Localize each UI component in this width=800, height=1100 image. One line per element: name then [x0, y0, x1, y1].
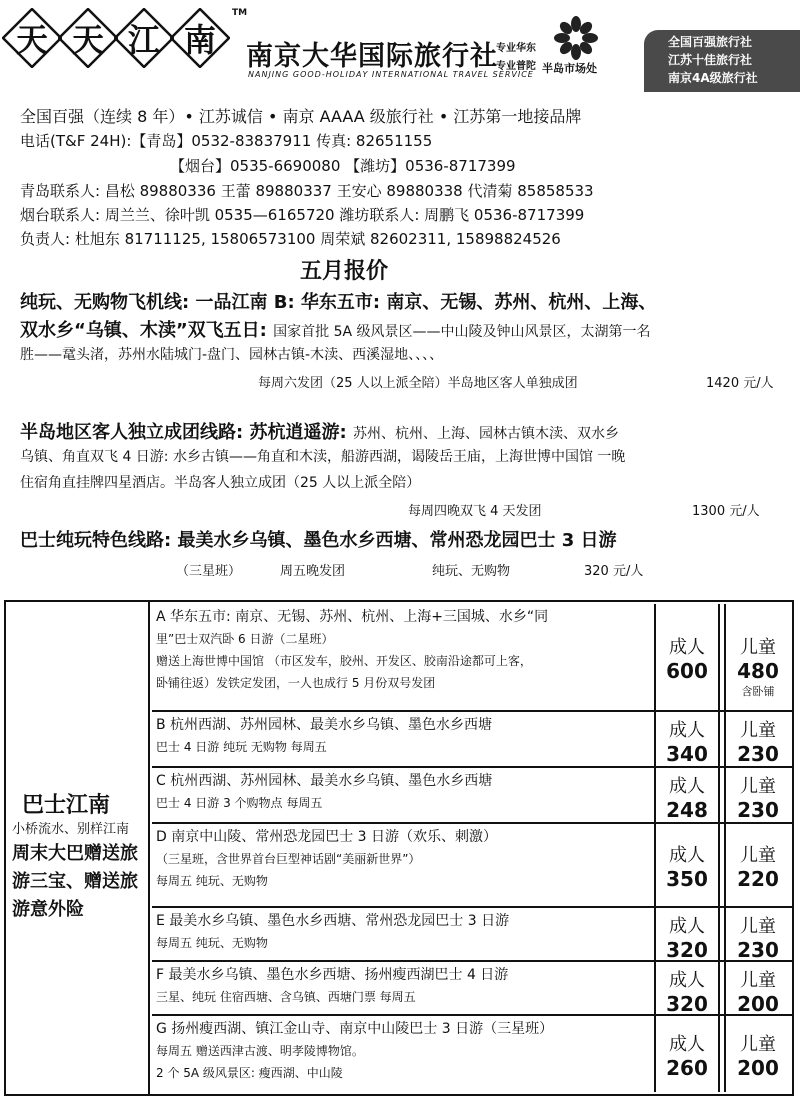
price-label: 成人	[669, 637, 705, 658]
route-line: A 华东五市: 南京、无锡、苏州、杭州、上海+三国城、水乡“同	[156, 609, 549, 625]
price-value: 320	[666, 938, 708, 962]
route-description	[156, 910, 652, 954]
logo	[2, 4, 234, 88]
price-value: 200	[737, 992, 779, 1016]
price-label: 成人	[669, 916, 705, 937]
table-row	[152, 712, 792, 768]
route-desc: 苏州、杭州、上海、园林古镇木渎、双水乡	[352, 426, 619, 442]
logo-char: 南	[176, 14, 224, 62]
table-row	[152, 908, 792, 962]
section-flight-route-2	[20, 316, 651, 342]
price-value: 340	[666, 742, 708, 766]
price-label: 儿童	[740, 776, 776, 797]
price: 320 元/人	[584, 564, 644, 579]
table-row	[152, 824, 792, 908]
route-line: 巴士 4 日游 3 个购物点 每周五	[156, 796, 323, 810]
route-line: B 杭州西湖、苏州园林、最美水乡乌镇、墨色水乡西塘	[156, 717, 493, 733]
agency-name-en: NANJING GOOD-HOLIDAY INTERNATIONAL TRAVEL SERVICE	[248, 70, 534, 79]
phone-line: 【烟台】0535-6690080 【潍坊】0536-8717399	[170, 157, 516, 175]
price-label: 儿童	[740, 970, 776, 991]
adult-price	[654, 824, 720, 906]
route-line: 三星、纯玩 住宿西塘、含乌镇、西塘门票 每周五	[156, 990, 416, 1004]
managers: 负责人: 杜旭东 81711125, 15806573100 周荣斌 82602311, 15898824526	[20, 230, 561, 248]
price-value: 260	[666, 1056, 708, 1080]
route-line: C 杭州西湖、苏州园林、最美水乡乌镇、墨色水乡西塘	[156, 773, 493, 789]
route-line: 每周五 纯玩、无购物	[156, 874, 268, 888]
bus-subtitle: 小桥流水、别样江南	[12, 822, 130, 837]
price: 1300 元/人	[692, 504, 760, 519]
route-line: D 南京中山陵、常州恐龙园巴士 3 日游（欢乐、刺激）	[156, 829, 498, 845]
route-desc: 乌镇、角直双飞 4 日游: 水乡古镇——角直和木渎，船游西湖，谒陵岳王庙，上海世博中国馆 一晚	[20, 449, 626, 465]
price-value: 200	[737, 1056, 779, 1080]
contacts-qingdao: 青岛联系人: 昌松 89880336 王蕾 89880337 王安心 89880338 代清菊 85858533	[20, 182, 594, 200]
trademark: TM	[232, 8, 248, 18]
price-label: 儿童	[740, 916, 776, 937]
tagline: 全国百强（连续 8 年）• 江苏诚信 • 南京 AAAA 级旅行社 • 江苏第一地接品牌	[20, 107, 582, 126]
section-flight-route: 纯玩、无购物飞机线: 一品江南 B: 华东五市: 南京、无锡、苏州、杭州、上海、	[20, 292, 657, 313]
branch-name: 半岛市场处	[542, 62, 597, 75]
adult-price	[654, 908, 720, 960]
route-name: 半岛地区客人独立成团线路: 苏杭逍遥游:	[20, 422, 347, 443]
specialty	[496, 40, 536, 76]
route-description	[156, 1018, 652, 1084]
route-line: 每周五 纯玩、无购物	[156, 936, 268, 950]
price-label: 儿童	[740, 845, 776, 866]
specialty-2: 专业普陀	[496, 61, 536, 72]
table-row	[152, 604, 792, 712]
adult-price	[654, 604, 720, 710]
phone-line: 电话(T&F 24H):【青岛】0532-83837911 传真: 82651155	[20, 132, 433, 150]
price-value: 320	[666, 992, 708, 1016]
route-name: 双水乡“乌镇、木渎”双飞五日:	[20, 320, 267, 341]
badge: 全国百强旅行社	[668, 35, 753, 49]
adult-price	[654, 712, 720, 766]
table-row	[152, 1016, 792, 1094]
price-note: 含卧铺	[741, 685, 775, 698]
route-description	[156, 606, 652, 694]
price-label: 成人	[669, 720, 705, 741]
route-description	[156, 964, 652, 1008]
bus-promo: 周末大巴赠送旅游三宝、赠送旅游意外险	[12, 843, 138, 920]
logo-char: 天	[64, 14, 112, 62]
honor-badges	[644, 30, 800, 92]
price-value: 230	[737, 742, 779, 766]
badge: 南京4A级旅行社	[668, 71, 758, 85]
table-row	[152, 768, 792, 824]
route-type: 纯玩、无购物	[432, 564, 511, 579]
price-value: 600	[666, 659, 708, 683]
route-line: 每周五 赠送西津古渡、明孝陵博物馆。	[156, 1044, 364, 1058]
logo-char: 江	[120, 14, 168, 62]
price-value: 480	[737, 659, 779, 683]
price-label: 儿童	[740, 720, 776, 741]
price-label: 儿童	[740, 1034, 776, 1055]
price-value: 248	[666, 798, 708, 822]
logo-char: 天	[8, 14, 56, 62]
child-price	[724, 908, 790, 960]
adult-price	[654, 1016, 720, 1092]
adult-price	[654, 962, 720, 1014]
flower-logo-icon	[554, 16, 598, 60]
badge: 江苏十佳旅行社	[668, 53, 753, 67]
route-line: （三星班，含世界首台巨型神话剧“美丽新世界”）	[156, 852, 421, 866]
route-desc: 国家首批 5A 级风景区——中山陵及钟山风景区，太湖第一名	[273, 324, 651, 340]
route-description	[156, 826, 652, 892]
specialty-1: 专业华东	[496, 43, 536, 54]
route-line: 里”巴士双汽卧 6 日游（二星班）	[156, 632, 334, 646]
table-row	[152, 962, 792, 1016]
route-description	[156, 714, 652, 758]
price-label: 儿童	[740, 637, 776, 658]
price-label: 成人	[669, 970, 705, 991]
page-title: 五月报价	[300, 259, 389, 284]
price-value: 350	[666, 867, 708, 891]
route-line: 卧铺往返）发铁定发团，一人也成行 5 月份双号发团	[156, 676, 436, 690]
child-price	[724, 962, 790, 1014]
section-bus-route: 巴士纯玩特色线路: 最美水乡乌镇、墨色水乡西塘、常州恐龙园巴士 3 日游	[20, 530, 617, 551]
adult-price	[654, 768, 720, 822]
route-line: 赠送上海世博中国馆 （市区发车，胶州、开发区、胶南沿途都可上客，	[156, 654, 532, 668]
route-line: 巴士 4 日游 纯玩 无购物 每周五	[156, 740, 327, 754]
route-line: 2 个 5A 级风景区: 瘦西湖、中山陵	[156, 1066, 343, 1080]
bus-level: （三星班）	[176, 564, 242, 579]
child-price	[724, 824, 790, 906]
child-price	[724, 712, 790, 766]
price-value: 230	[737, 798, 779, 822]
route-line: G 扬州瘦西湖、镇江金山寺、南京中山陵巴士 3 日游（三星班）	[156, 1021, 554, 1037]
price: 1420 元/人	[706, 376, 774, 391]
route-desc: 住宿角直挂牌四星酒店。半岛客人独立成团（25 人以上派全陪）	[20, 475, 421, 491]
depart-info: 每周六发团（25 人以上派全陪）半岛地区客人单独成团	[258, 376, 578, 391]
route-desc: 胜——鼋头渚，苏州水陆城门-盘门、园林古镇-木渎、西溪湿地、、、、	[20, 347, 444, 363]
child-price	[724, 768, 790, 822]
route-line: E 最美水乡乌镇、墨色水乡西塘、常州恐龙园巴士 3 日游	[156, 913, 510, 929]
agency-name: 南京大华国际旅行社	[246, 41, 498, 72]
depart-info: 周五晚发团	[280, 564, 346, 579]
price-value: 230	[737, 938, 779, 962]
price-label: 成人	[669, 845, 705, 866]
child-price	[724, 604, 790, 710]
price-value: 220	[737, 867, 779, 891]
section-independent-group	[20, 418, 619, 444]
depart-info: 每周四晚双飞 4 天发团	[408, 504, 542, 519]
price-label: 成人	[669, 776, 705, 797]
contacts-yantai: 烟台联系人: 周兰兰、徐叶凯 0535—6165720 潍坊联系人: 周鹏飞 0536-8717399	[20, 206, 585, 224]
price-label: 成人	[669, 1034, 705, 1055]
bus-title: 巴士江南	[22, 793, 111, 818]
route-line: F 最美水乡乌镇、墨色水乡西塘、扬州瘦西湖巴士 4 日游	[156, 967, 509, 983]
route-description	[156, 770, 652, 814]
child-price	[724, 1016, 790, 1092]
